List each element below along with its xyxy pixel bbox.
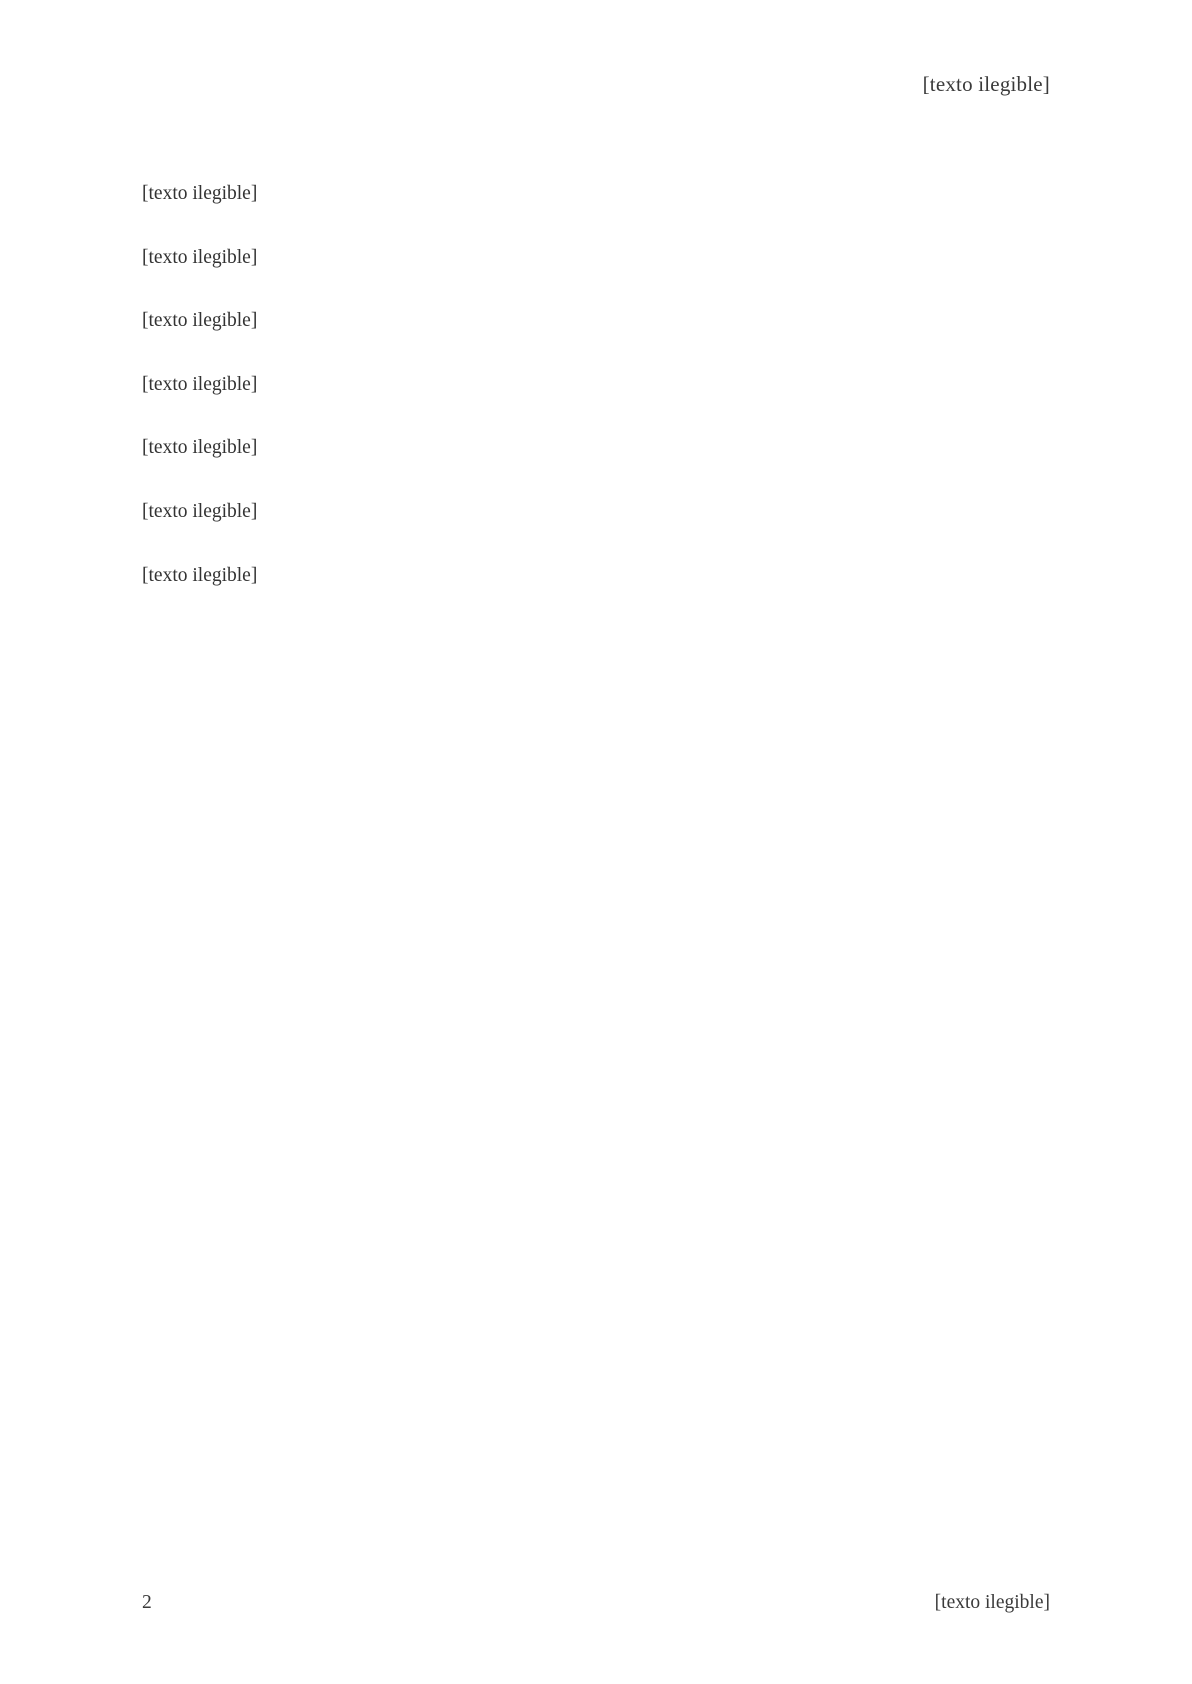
paragraph-1: [texto ilegible] xyxy=(142,183,258,204)
page-number: 2 xyxy=(142,1592,152,1613)
document-body xyxy=(142,178,1050,623)
paragraph-3: [texto ilegible] xyxy=(142,373,258,395)
question-8: [texto ilegible] xyxy=(142,500,258,522)
paragraph-4: [texto ilegible] xyxy=(142,437,258,459)
paragraph-5: [texto ilegible] xyxy=(142,564,258,586)
footer-institution: [texto ilegible] xyxy=(934,1592,1050,1613)
running-header: [texto ilegible] xyxy=(922,72,1050,96)
question-7: [texto ilegible] xyxy=(142,310,258,332)
paragraph-2: [texto ilegible] xyxy=(142,246,258,268)
page-footer xyxy=(142,1592,1050,1614)
